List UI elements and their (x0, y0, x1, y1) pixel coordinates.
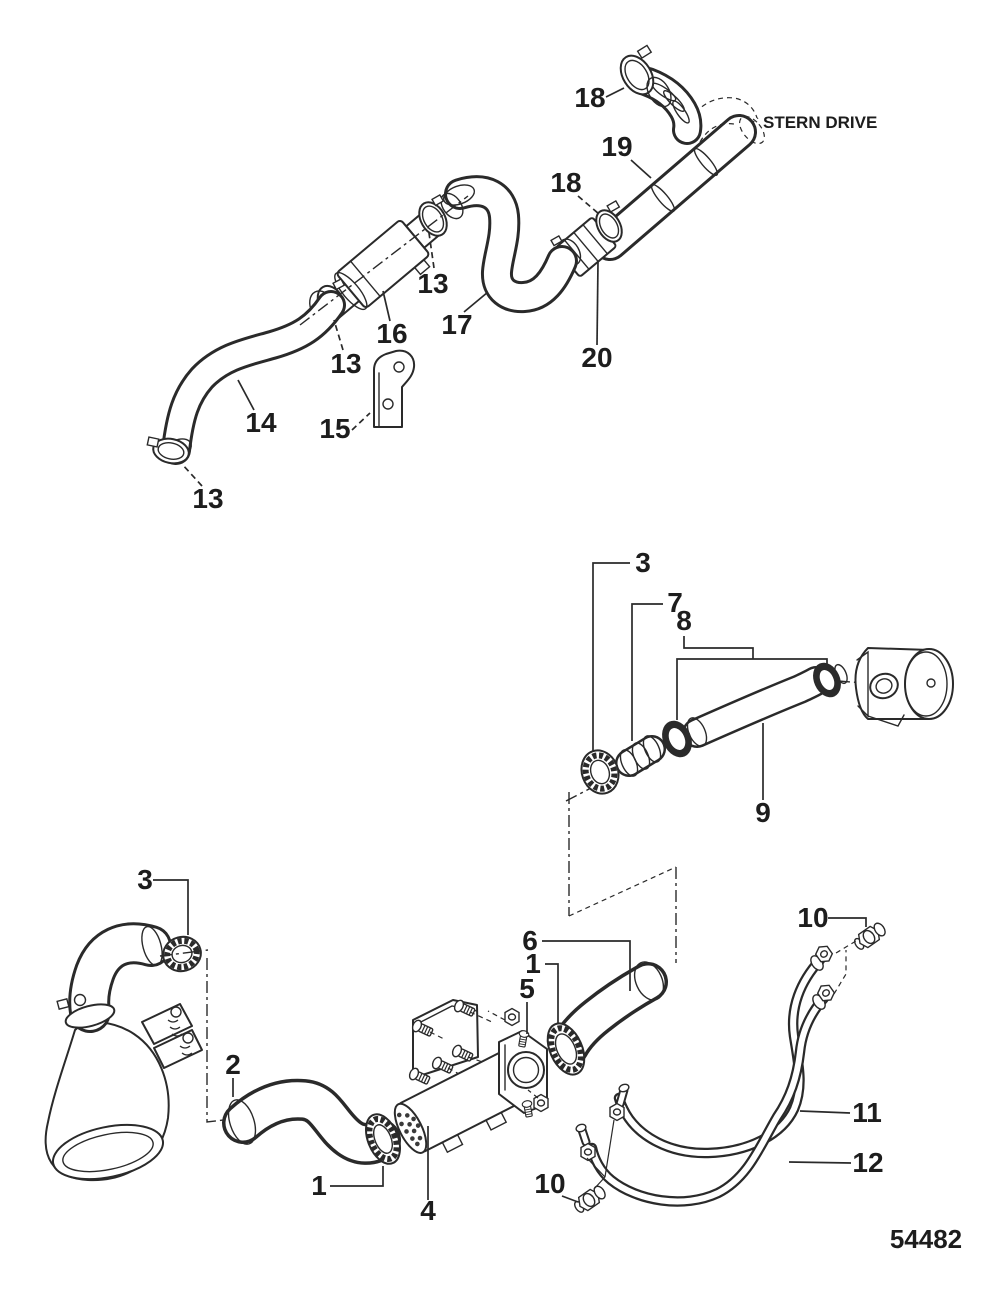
callout-18-a: 18 (574, 82, 606, 113)
callout-7: 7 (667, 587, 683, 618)
callout-5: 5 (519, 973, 535, 1004)
upper-hose-assembly (147, 45, 769, 466)
callout-16: 16 (376, 318, 408, 349)
elbow-fitting-12 (575, 1123, 595, 1160)
callout-4: 4 (420, 1195, 436, 1226)
stern-drive-label: STERN DRIVE (763, 113, 878, 132)
callout-10-b: 10 (534, 1168, 566, 1199)
callout-14: 14 (245, 407, 277, 438)
ring-3-middle (576, 745, 625, 799)
plug-fitting-10-top (834, 920, 888, 994)
pump-body (856, 648, 954, 726)
hose-14 (162, 305, 331, 463)
callout-20: 20 (581, 342, 613, 373)
callout-2: 2 (225, 1049, 241, 1080)
callout-17: 17 (441, 309, 473, 340)
callout-8: 8 (676, 605, 692, 636)
bracket-15 (374, 351, 414, 427)
hose-2 (223, 1096, 380, 1147)
callout-6: 6 (522, 925, 538, 956)
elbow-hose (648, 81, 692, 130)
tube-9 (684, 681, 816, 749)
callout-3-a: 3 (635, 547, 651, 578)
callout-1-b: 1 (311, 1170, 327, 1201)
callout-3-b: 3 (137, 864, 153, 895)
callout-1-a: 1 (525, 948, 541, 979)
hose-17 (437, 181, 562, 297)
callout-10-a: 10 (797, 902, 829, 933)
callout-19: 19 (601, 131, 633, 162)
callout-13-c: 13 (192, 483, 224, 514)
callout-9: 9 (755, 797, 771, 828)
callout-15: 15 (319, 413, 351, 444)
dual-hose-assembly (572, 920, 888, 1215)
callout-13-a: 13 (417, 268, 449, 299)
middle-tube-assembly (566, 648, 953, 801)
sleeve-fitting-7 (617, 733, 664, 778)
callout-12: 12 (852, 1147, 884, 1178)
axis-line (207, 958, 247, 1122)
callout-18-b: 18 (550, 167, 582, 198)
callout-11: 11 (852, 1097, 882, 1128)
hose-6 (569, 957, 669, 1047)
callout-13-b: 13 (330, 348, 362, 379)
alignment-construction-lines (569, 792, 676, 963)
thermostat-housing-assembly (46, 924, 247, 1188)
cooler-assembly (223, 957, 669, 1168)
drawing-number: 54482 (889, 1224, 963, 1254)
